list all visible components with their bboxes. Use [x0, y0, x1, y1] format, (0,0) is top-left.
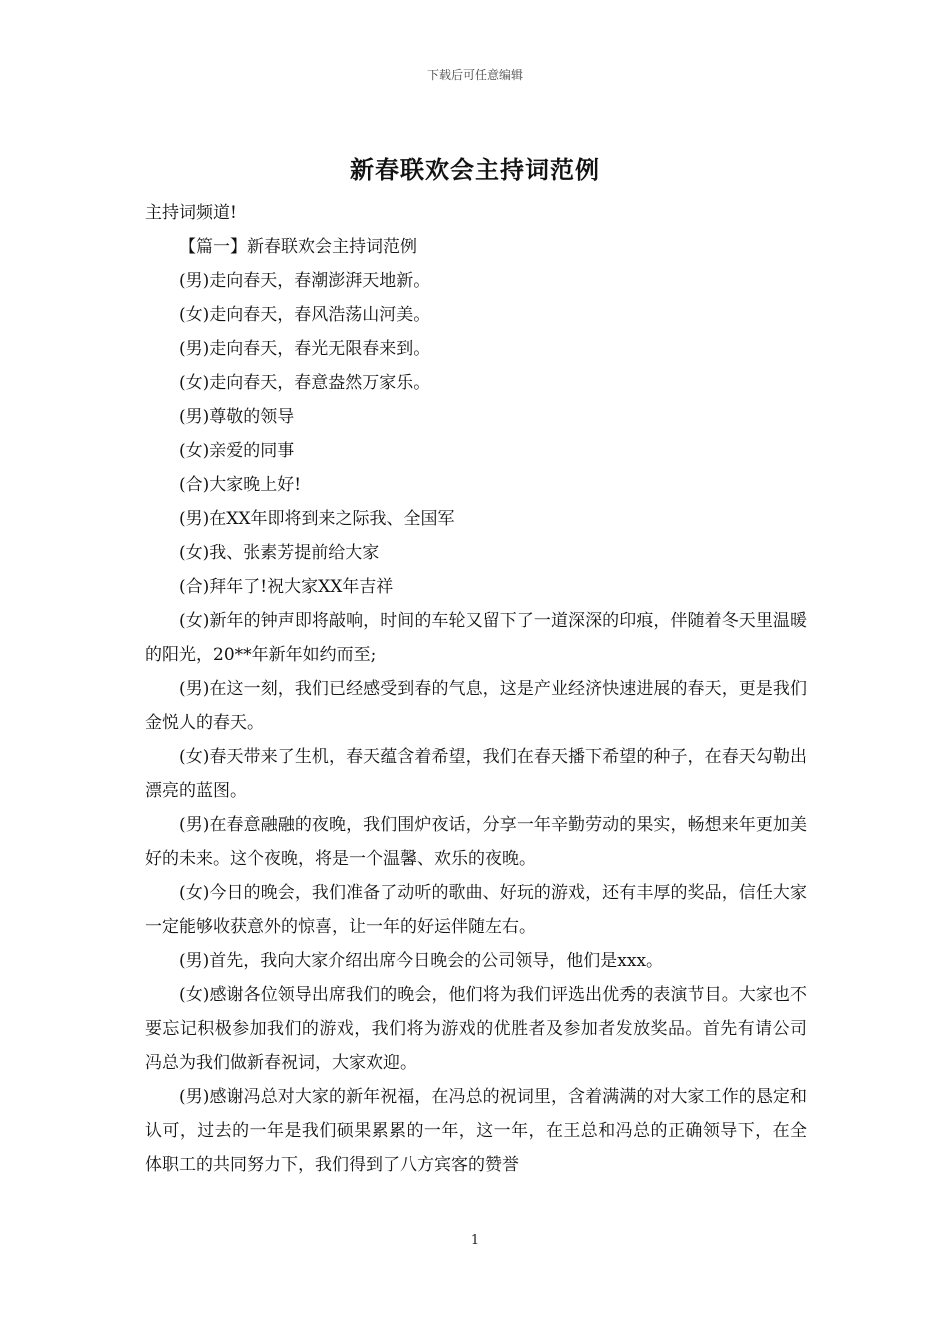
paragraph: (男)首先，我向大家介绍出席今日晚会的公司领导，他们是xxx。	[179, 951, 664, 971]
paragraph: (女)新年的钟声即将敲响，时间的车轮又留下了一道深深的印痕，伴随着冬天里温暖的阳光，20**年新年如约而至;	[145, 611, 807, 665]
document-body	[145, 196, 807, 1182]
page-number: 1	[470, 1233, 480, 1248]
paragraph: (女)走向春天，春风浩荡山河美。	[179, 305, 431, 325]
paragraph: (女)亲爱的同事	[179, 441, 295, 461]
paragraph: (合)大家晚上好!	[179, 475, 302, 495]
document-title: 新春联欢会主持词范例	[350, 155, 600, 184]
paragraph: (女)走向春天，春意盎然万家乐。	[179, 373, 431, 393]
paragraph: 主持词频道!	[145, 203, 237, 223]
paragraph: (合)拜年了!祝大家XX年吉祥	[179, 577, 394, 597]
paragraph: 【篇一】新春联欢会主持词范例	[179, 237, 417, 257]
paragraph: (男)感谢冯总对大家的新年祝福，在冯总的祝词里，含着满满的对大家工作的恳定和认可，过去的一年是我们硕果累累的一年，这一年，在王总和冯总的正确领导下，在全体职工的共同努力下，我们得到了八方宾客的赞誉	[145, 1087, 807, 1175]
paragraph: (女)春天带来了生机，春天蕴含着希望，我们在春天播下希望的种子，在春天勾勒出漂亮的蓝图。	[145, 747, 807, 801]
paragraph: (男)在XX年即将到来之际我、全国军	[179, 509, 455, 529]
paragraph: (男)尊敬的领导	[179, 407, 295, 427]
paragraph: (女)我、张素芳提前给大家	[179, 543, 380, 563]
header-note: 下载后可任意编辑	[426, 68, 523, 82]
paragraph: (男)在春意融融的夜晚，我们围炉夜话，分享一年辛勤劳动的果实，畅想来年更加美好的未来。这个夜晚，将是一个温馨、欢乐的夜晚。	[145, 815, 807, 869]
paragraph: (女)今日的晚会，我们准备了动听的歌曲、好玩的游戏，还有丰厚的奖品，信任大家一定能够收获意外的惊喜，让一年的好运伴随左右。	[145, 883, 807, 937]
paragraph: (男)走向春天，春潮澎湃天地新。	[179, 271, 431, 291]
paragraph: (女)感谢各位领导出席我们的晚会，他们将为我们评选出优秀的表演节目。大家也不要忘记积极参加我们的游戏，我们将为游戏的优胜者及参加者发放奖品。首先有请公司冯总为我们做新春祝词，大家欢迎。	[145, 985, 807, 1073]
paragraph: (男)走向春天，春光无限春来到。	[179, 339, 431, 359]
paragraph: (男)在这一刻，我们已经感受到春的气息，这是产业经济快速进展的春天，更是我们金悦人的春天。	[145, 679, 807, 733]
